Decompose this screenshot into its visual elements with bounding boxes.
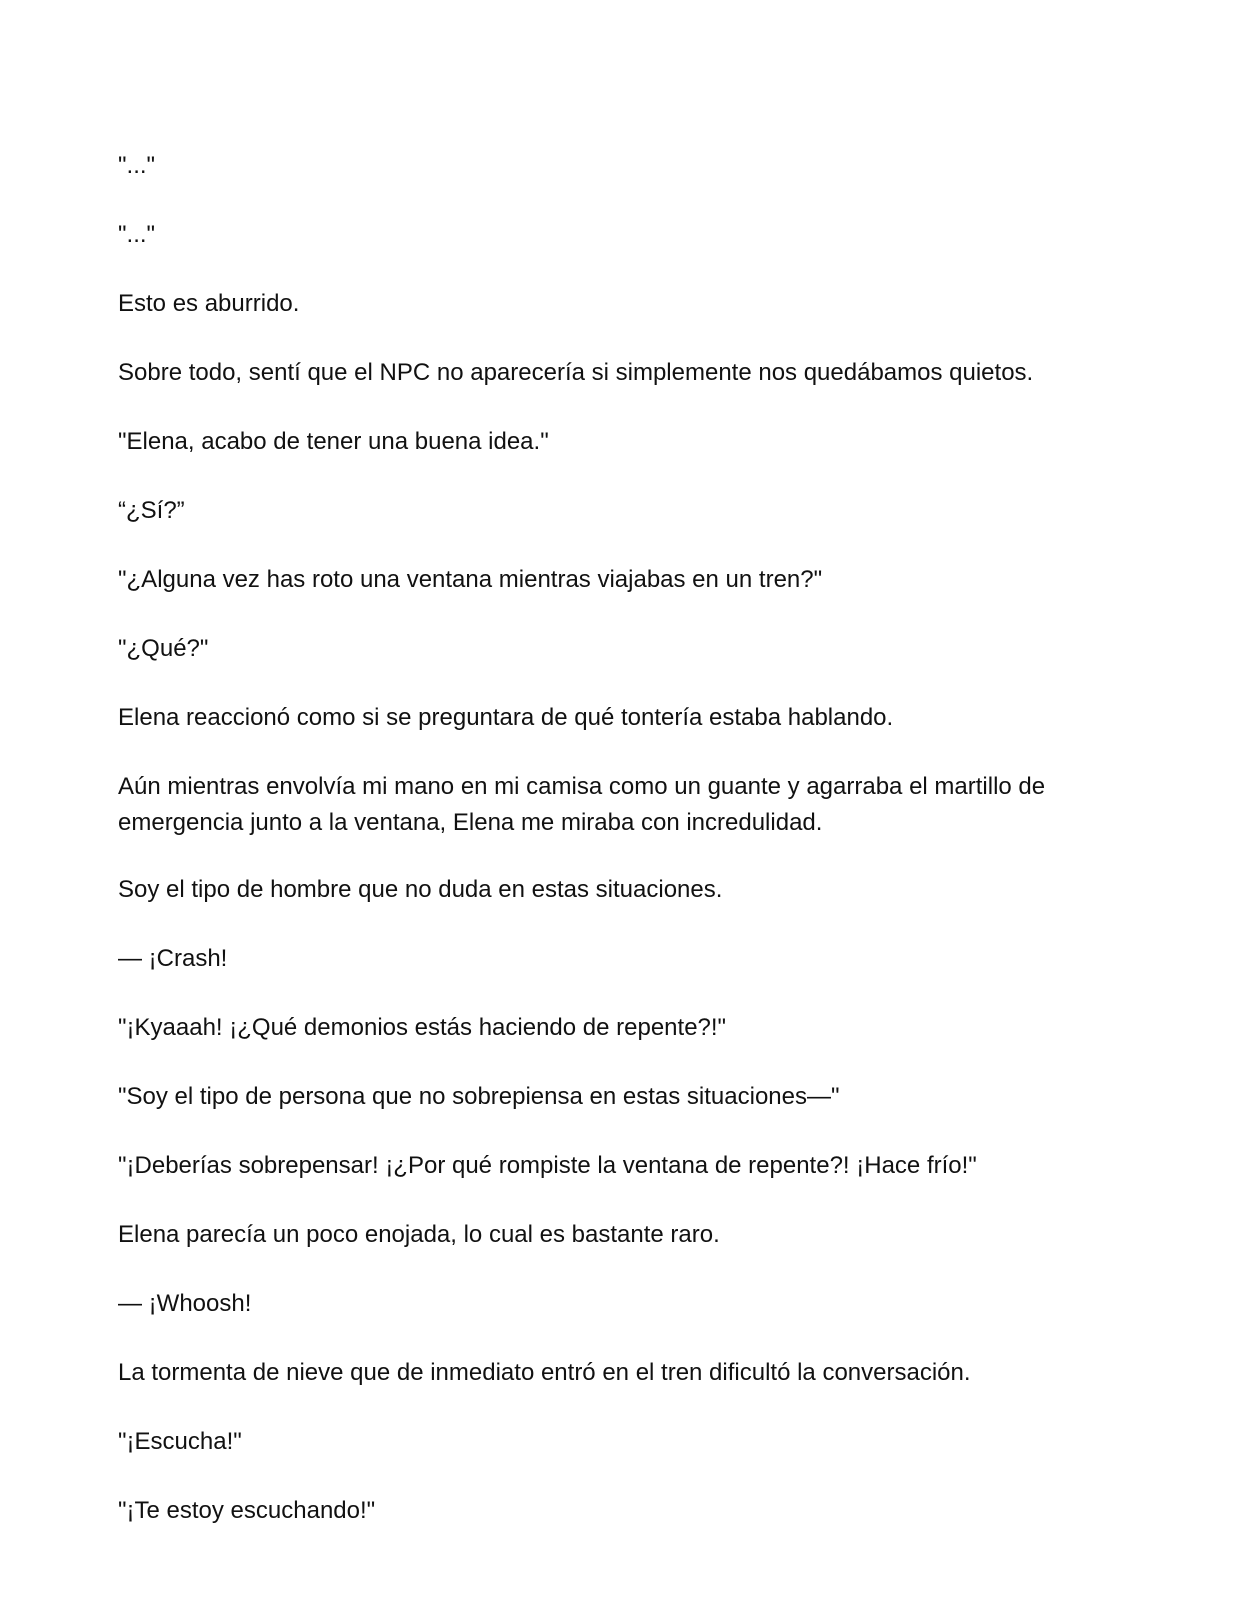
paragraph: "Soy el tipo de persona que no sobrepiensa en estas situaciones—"	[118, 1083, 840, 1110]
paragraph: Sobre todo, sentí que el NPC no aparecería si simplemente nos quedábamos quietos.	[118, 359, 1034, 386]
paragraph: “¿Sí?”	[118, 497, 185, 524]
paragraph: — ¡Crash!	[118, 945, 228, 972]
paragraph: Soy el tipo de hombre que no duda en estas situaciones.	[118, 876, 723, 903]
paragraph: — ¡Whoosh!	[118, 1290, 252, 1317]
paragraph: "..."	[118, 152, 156, 179]
paragraph: Esto es aburrido.	[118, 290, 300, 317]
paragraph: "¿Qué?"	[118, 635, 209, 662]
paragraph: "..."	[118, 221, 156, 248]
paragraph: Aún mientras envolvía mi mano en mi camisa como un guante y agarraba el martillo de emergencia junto a la ventana, Elena me miraba con incredulidad.	[118, 773, 1046, 836]
paragraph: "¡Deberías sobrepensar! ¡¿Por qué rompiste la ventana de repente?! ¡Hace frío!"	[118, 1152, 977, 1179]
paragraph: La tormenta de nieve que de inmediato entró en el tren dificultó la conversación.	[118, 1359, 971, 1386]
paragraph: "¡Escucha!"	[118, 1428, 242, 1455]
paragraph: Elena reaccionó como si se preguntara de qué tontería estaba hablando.	[118, 704, 894, 731]
paragraph: "¡Kyaaah! ¡¿Qué demonios estás haciendo de repente?!"	[118, 1014, 727, 1041]
paragraph: Elena parecía un poco enojada, lo cual es bastante raro.	[118, 1221, 720, 1248]
paragraph: "¡Te estoy escuchando!"	[118, 1497, 376, 1524]
paragraph: "¿Alguna vez has roto una ventana mientras viajabas en un tren?"	[118, 566, 823, 593]
paragraph: "Elena, acabo de tener una buena idea."	[118, 428, 549, 455]
